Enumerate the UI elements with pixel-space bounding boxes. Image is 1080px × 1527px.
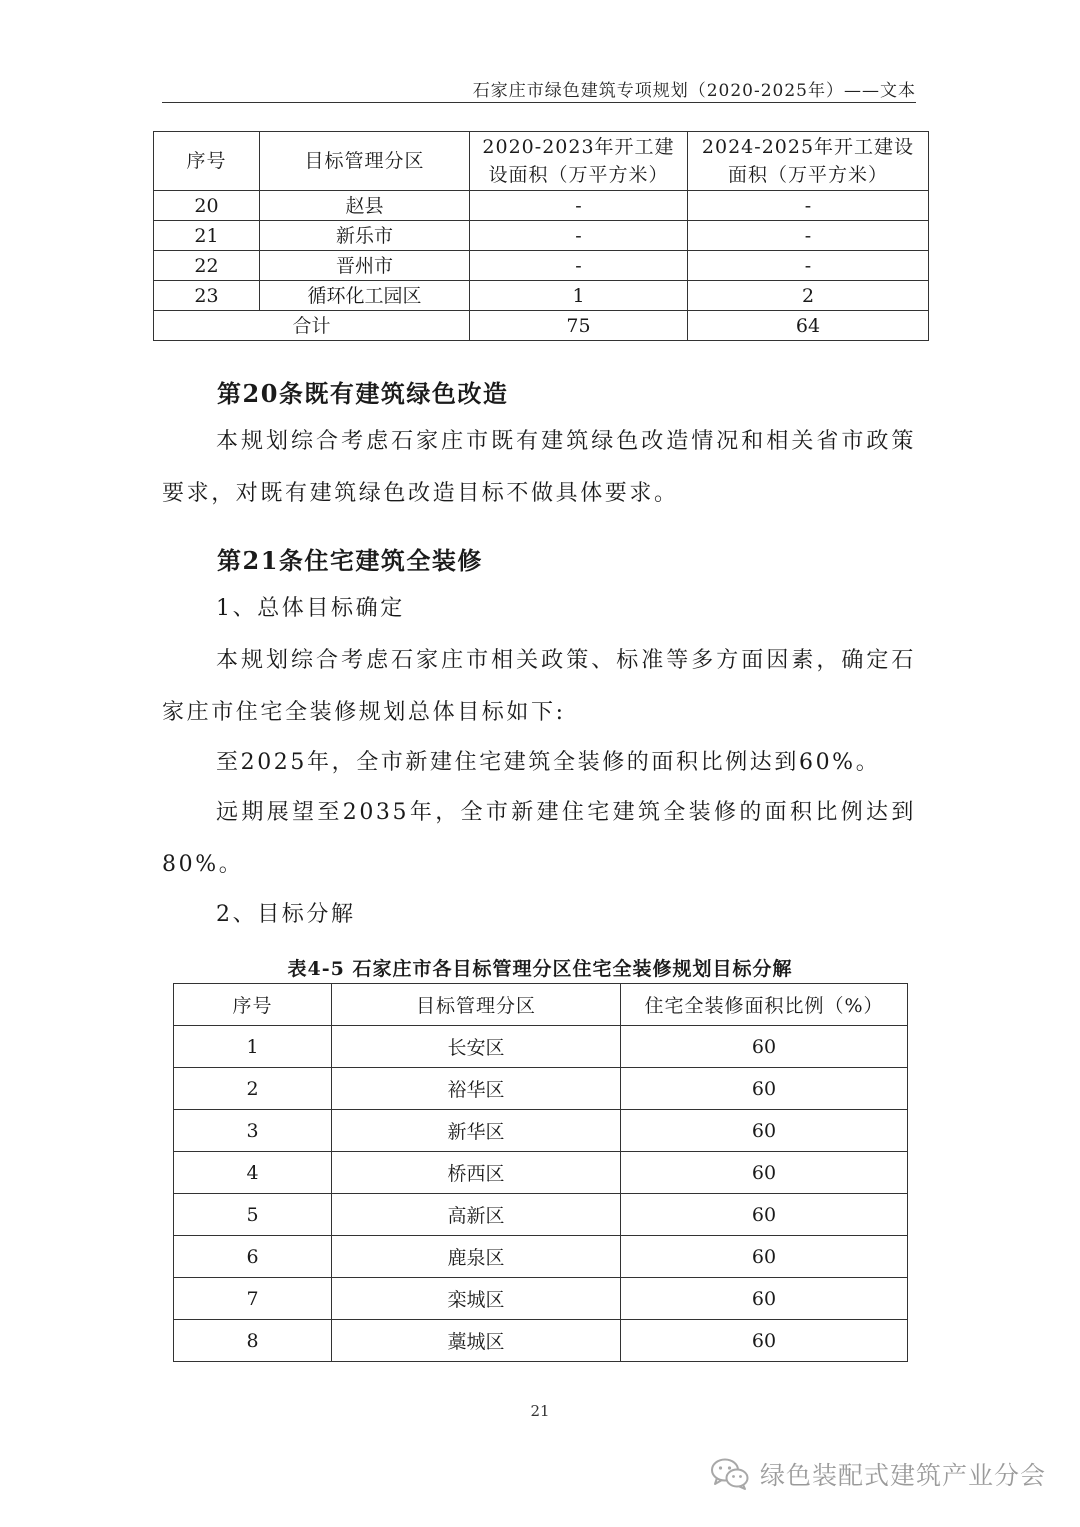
cell-index: 7 xyxy=(174,1278,332,1320)
table-row xyxy=(174,1026,908,1068)
cell-ratio: 60 xyxy=(621,1152,908,1194)
cell-total-2020-2023: 75 xyxy=(470,311,688,341)
cell-index: 8 xyxy=(174,1320,332,1362)
header-rule xyxy=(162,102,916,103)
table-header-row xyxy=(174,984,908,1026)
cell-total-2024-2025: 64 xyxy=(688,311,929,341)
cell-area-2020-2023: 1 xyxy=(470,281,688,311)
table-caption: 表4-5 石家庄市各目标管理分区住宅全装修规划目标分解 xyxy=(287,958,793,980)
watermark-text: 绿色装配式建筑产业分会 xyxy=(759,1461,1046,1490)
table-row xyxy=(174,1152,908,1194)
article-21-paragraph-3: 远期展望至2035年，全市新建住宅建筑全装修的面积比例达到80%。 xyxy=(162,800,916,877)
cell-district: 长安区 xyxy=(332,1026,621,1068)
cell-index: 5 xyxy=(174,1194,332,1236)
cell-ratio: 60 xyxy=(621,1068,908,1110)
renovation-ratio-table xyxy=(173,983,908,1362)
table-row xyxy=(154,221,929,251)
cell-area-2024-2025: 2 xyxy=(688,281,929,311)
table-row xyxy=(174,1110,908,1152)
cell-district: 循环化工园区 xyxy=(260,281,470,311)
cell-district: 鹿泉区 xyxy=(332,1236,621,1278)
table-total-row xyxy=(154,311,929,341)
article-20-heading: 第20条既有建筑绿色改造 xyxy=(217,379,509,408)
cell-district: 新华区 xyxy=(332,1110,621,1152)
cell-district: 新乐市 xyxy=(260,221,470,251)
header-cell-district: 目标管理分区 xyxy=(260,132,470,191)
table-row xyxy=(174,1236,908,1278)
cell-index: 1 xyxy=(174,1026,332,1068)
table-row xyxy=(174,1194,908,1236)
cell-ratio: 60 xyxy=(621,1194,908,1236)
cell-area-2020-2023: - xyxy=(470,221,688,251)
cell-area-2020-2023: - xyxy=(470,191,688,221)
header-cell-area-2020-2023: 2020-2023年开工建设面积（万平方米） xyxy=(470,132,688,191)
cell-total-label: 合计 xyxy=(154,311,470,341)
cell-ratio: 60 xyxy=(621,1026,908,1068)
construction-area-table xyxy=(153,131,929,341)
table-row xyxy=(154,191,929,221)
cell-index: 6 xyxy=(174,1236,332,1278)
cell-district: 裕华区 xyxy=(332,1068,621,1110)
table-row xyxy=(154,281,929,311)
cell-area-2020-2023: - xyxy=(470,251,688,281)
cell-index: 4 xyxy=(174,1152,332,1194)
table-row xyxy=(174,1278,908,1320)
cell-area-2024-2025: - xyxy=(688,251,929,281)
cell-index: 3 xyxy=(174,1110,332,1152)
cell-index: 2 xyxy=(174,1068,332,1110)
table-row xyxy=(174,1068,908,1110)
header-cell-index: 序号 xyxy=(174,984,332,1026)
header-cell-ratio: 住宅全装修面积比例（%） xyxy=(621,984,908,1026)
cell-ratio: 60 xyxy=(621,1110,908,1152)
cell-index: 22 xyxy=(154,251,260,281)
cell-district: 桥西区 xyxy=(332,1152,621,1194)
header-cell-district: 目标管理分区 xyxy=(332,984,621,1026)
cell-index: 21 xyxy=(154,221,260,251)
article-21-subheading-1: 1、总体目标确定 xyxy=(216,596,405,621)
cell-index: 23 xyxy=(154,281,260,311)
cell-ratio: 60 xyxy=(621,1278,908,1320)
article-21-paragraph-1: 本规划综合考虑石家庄市相关政策、标准等多方面因素，确定石家庄市住宅全装修规划总体目标如下: xyxy=(162,648,916,725)
running-header: 石家庄市绿色建筑专项规划（2020-2025年）——文本 xyxy=(472,81,916,101)
cell-area-2024-2025: - xyxy=(688,191,929,221)
cell-district: 晋州市 xyxy=(260,251,470,281)
cell-district: 藁城区 xyxy=(332,1320,621,1362)
cell-ratio: 60 xyxy=(621,1236,908,1278)
table-row xyxy=(154,251,929,281)
page-number: 21 xyxy=(530,1402,550,1420)
table-header-row xyxy=(154,132,929,191)
table-row xyxy=(174,1320,908,1362)
header-cell-area-2024-2025: 2024-2025年开工建设面积（万平方米） xyxy=(688,132,929,191)
cell-ratio: 60 xyxy=(621,1320,908,1362)
article-21-subheading-2: 2、目标分解 xyxy=(216,902,356,927)
article-21-heading: 第21条住宅建筑全装修 xyxy=(217,546,483,575)
header-cell-index: 序号 xyxy=(154,132,260,191)
cell-district: 栾城区 xyxy=(332,1278,621,1320)
cell-district: 高新区 xyxy=(332,1194,621,1236)
cell-index: 20 xyxy=(154,191,260,221)
article-21-paragraph-2: 至2025年，全市新建住宅建筑全装修的面积比例达到60%。 xyxy=(216,750,881,775)
watermark xyxy=(710,1454,1046,1494)
wechat-icon xyxy=(710,1457,750,1491)
article-20-paragraph: 本规划综合考虑石家庄市既有建筑绿色改造情况和相关省市政策要求，对既有建筑绿色改造目标不做具体要求。 xyxy=(162,429,916,506)
cell-area-2024-2025: - xyxy=(688,221,929,251)
cell-district: 赵县 xyxy=(260,191,470,221)
